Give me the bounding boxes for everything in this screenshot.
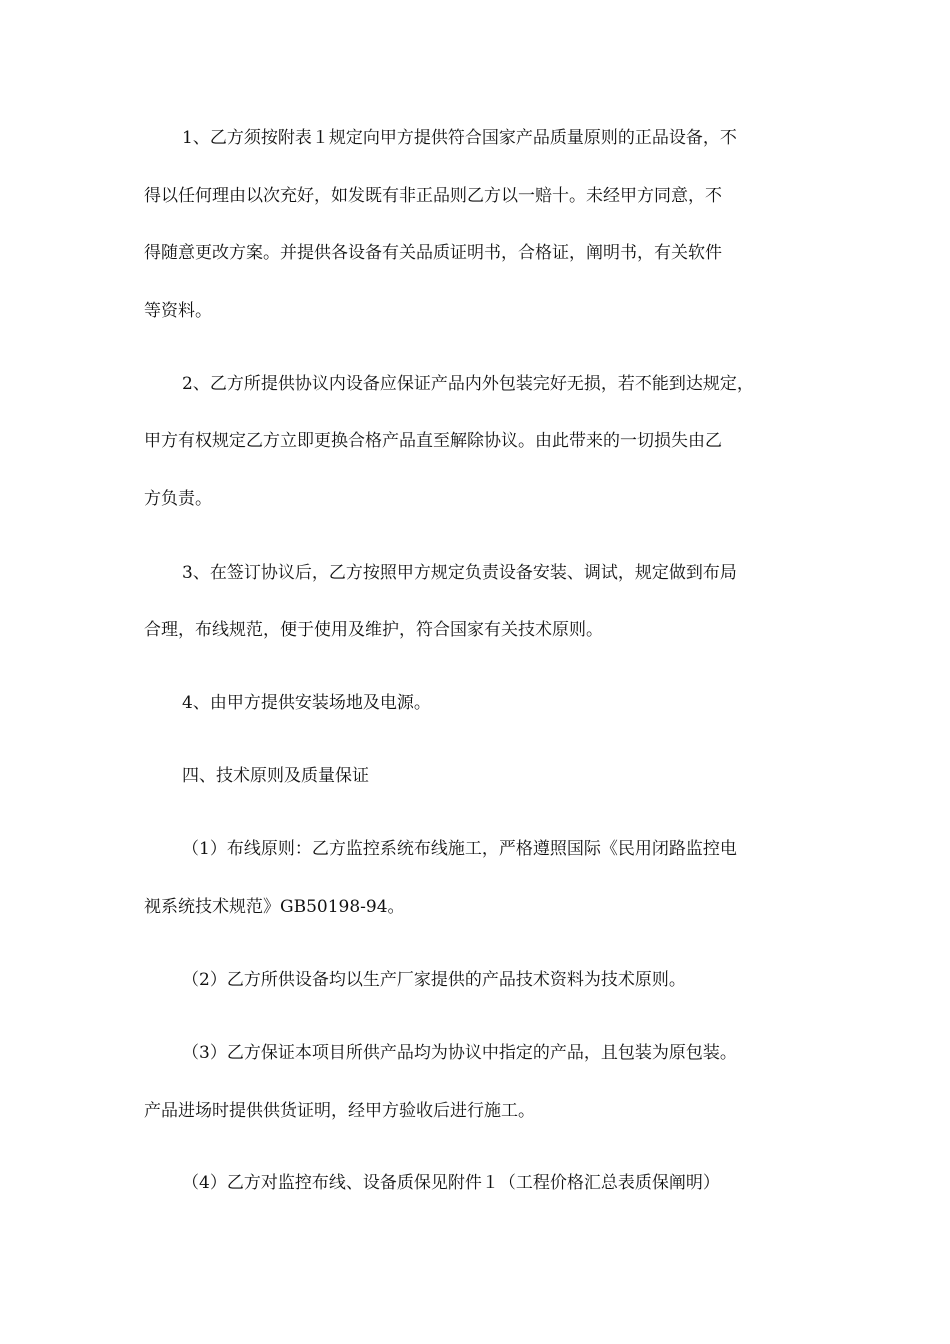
text-line: 合理，布线规范，便于使用及维护，符合国家有关技术原则。 <box>144 620 603 640</box>
text-line: （3）乙方保证本项目所供产品均为协议中指定的产品，且包装为原包装。 <box>182 1043 737 1063</box>
text-line: 方负责。 <box>144 489 212 509</box>
text-line: （1）布线原则：乙方监控系统布线施工，严格遵照国际《民用闭路监控电 <box>182 839 737 859</box>
text-line: 3、在签订协议后，乙方按照甲方规定负责设备安装、调试，规定做到布局 <box>182 563 737 583</box>
text-line: 4、由甲方提供安装场地及电源。 <box>182 693 431 713</box>
text-line: （2）乙方所供设备均以生产厂家提供的产品技术资料为技术原则。 <box>182 970 686 990</box>
text-line: 1、乙方须按附表１规定向甲方提供符合国家产品质量原则的正品设备，不 <box>182 128 737 148</box>
text-line: 得随意更改方案。并提供各设备有关品质证明书，合格证，阐明书，有关软件 <box>144 243 722 263</box>
text-line: 产品进场时提供供货证明，经甲方验收后进行施工。 <box>144 1101 535 1121</box>
text-line: （4）乙方对监控布线、设备质保见附件１（工程价格汇总表质保阐明） <box>182 1173 720 1193</box>
text-line: 得以任何理由以次充好，如发既有非正品则乙方以一赔十。未经甲方同意，不 <box>144 186 722 206</box>
section-title: 四、技术原则及质量保证 <box>182 766 369 786</box>
text-line: 等资料。 <box>144 301 212 321</box>
text-line: 2、乙方所提供协议内设备应保证产品内外包装完好无损，若不能到达规定， <box>182 374 754 394</box>
text-line: 视系统技术规范》GB50198-94。 <box>144 897 405 917</box>
text-line: 甲方有权规定乙方立即更换合格产品直至解除协议。由此带来的一切损失由乙 <box>144 431 722 451</box>
